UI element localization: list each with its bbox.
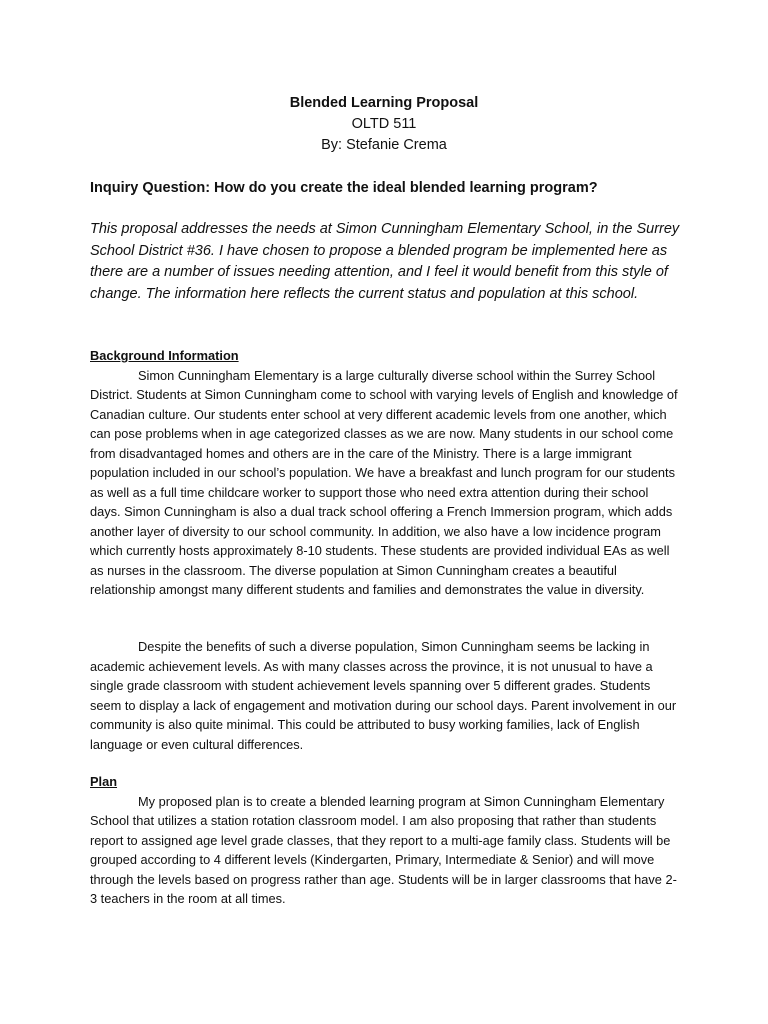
plan-paragraph-1: My proposed plan is to create a blended learning program at Simon Cunningham Elementary School that utilizes a station rotation classroom model. I am also proposing that rather than students report to assigned age level grade classes, that they report to a multi-age family class. Students will be grouped according to 4 different levels (Kindergarten, Primary, Intermediate & Senior) and will move through the levels based on progress rather than age. Students will be in larger classrooms that have 2-3 teachers in the room at all times. <box>90 793 677 906</box>
intro-paragraph: This proposal addresses the needs at Simon Cunningham Elementary School, in the Surrey School District #36. I have chosen to propose a blended program be implemented here as there are a number of issues needing attention, and I feel it would benefit from this style of change. The information here reflects the current status and population at this school. <box>90 221 680 302</box>
plan-section <box>90 772 680 909</box>
background-section-continued <box>90 637 680 754</box>
background-section <box>90 346 680 600</box>
title-block <box>0 93 768 156</box>
author-line: By: Stefanie Crema <box>321 137 447 153</box>
inquiry-question: Inquiry Question: How do you create the ideal blended learning program? <box>90 180 598 196</box>
course-code: OLTD 511 <box>351 116 417 132</box>
document-title: Blended Learning Proposal <box>289 95 479 111</box>
plan-heading: Plan <box>90 774 118 789</box>
background-paragraph-2: Despite the benefits of such a diverse population, Simon Cunningham seems be lacking in academic achievement levels. As with many classes across the province, it is not unusual to have a single grade classroom with student achievement levels spanning over 5 different grades. Students seem to display a lack of engagement and motivation during our school days. Parent involvement in our community is also quite minimal. This could be attributed to busy working families, lack of English language or even cultural differences. <box>90 639 677 752</box>
background-heading: Background Information <box>90 348 239 363</box>
background-paragraph-1: Simon Cunningham Elementary is a large culturally diverse school within the Surrey School District. Students at Simon Cunningham come to school with varying levels of English and knowledge of Canadian culture. Our students enter school at very different academic levels from one another, which can pose problems when in age categorized classes as we are now. Many students in our school come from disadvantaged homes and others are in the care of the Ministry. There is a large immigrant population included in our school’s population. We have a breakfast and lunch program for our students as well as a full time childcare worker to support those who need extra attention during their school days. Simon Cunningham is also a dual track school offering a French Immersion program, which adds another layer of diversity to our school community. In addition, we also have a low incidence program which currently hosts approximately 8-10 students. These students are provided individual EAs as well as nurses in the classroom. The diverse population at Simon Cunningham creates a beautiful relationship amongst many different students and families and demonstrates the value in diversity. <box>90 367 678 597</box>
